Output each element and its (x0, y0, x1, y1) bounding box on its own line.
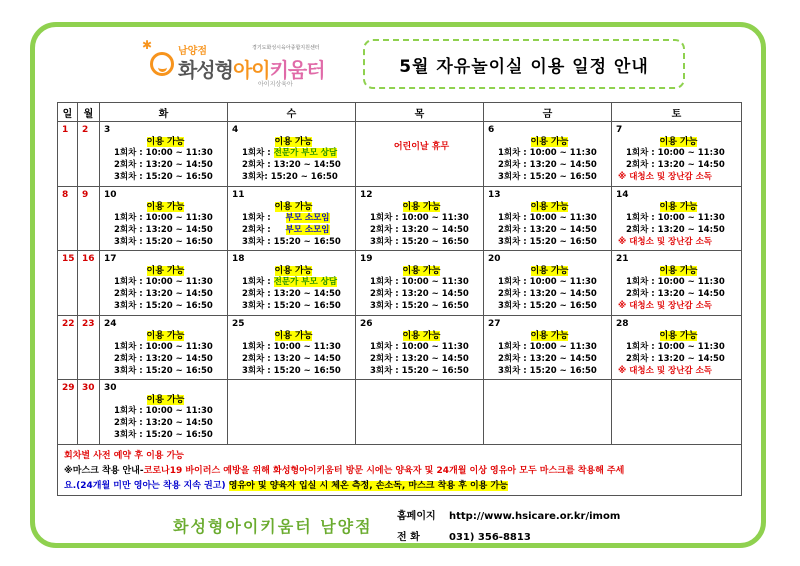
slot-3: 3회차 : 15:20 ~ 16:50 (114, 172, 213, 182)
slot-1: 1회차 : 10:00 ~ 11:30 (114, 148, 213, 158)
day-number: 14 (616, 189, 629, 200)
slot-2: 2회차 : 13:20 ~ 14:50 (498, 289, 597, 300)
entry-check-note: 영유아 및 양육자 입실 시 체온 측정, 손소독, 마스크 착용 후 이용 가능 (228, 480, 508, 491)
day-mon: 30 (78, 380, 100, 445)
status-available: 이용 가능 (146, 395, 185, 406)
calendar-header-row (58, 103, 742, 122)
slot-2: 2회차 : 13:20 ~ 14:50 (114, 224, 213, 235)
slot-1: 1회차 : 10:00 ~ 11:30 (626, 341, 725, 352)
slot-3: 3회차 : 15:20 ~ 16:50 (114, 365, 213, 376)
status-available: 이용 가능 (274, 137, 313, 147)
day-cell (228, 251, 356, 316)
slot-1: 1회차 : 10:00 ~ 11:30 (626, 148, 725, 158)
day-sun: 22 (58, 315, 78, 380)
slot-2: 2회차 : 13:20 ~ 14:50 (626, 353, 725, 364)
day-sun: 1 (58, 122, 78, 187)
status-available: 이용 가능 (274, 266, 313, 277)
reservation-note: 회차별 사전 예약 후 이용 가능 (64, 450, 184, 461)
slot-1: 1회차 : 10:00 ~ 11:30 (498, 341, 597, 352)
day-number: 13 (488, 189, 501, 200)
slot-3: 3회차 : 15:20 ~ 16:50 (242, 301, 341, 312)
footer-org-name: 화성형아이키움터 남양점 (173, 517, 373, 536)
status-available: 이용 가능 (274, 201, 313, 212)
slot-1: 1회차 : 10:00 ~ 11:30 (370, 341, 469, 352)
day-sun: 8 (58, 186, 78, 251)
slot-1: 1회차 : 10:00 ~ 11:30 (498, 212, 597, 223)
day-cell (612, 186, 742, 251)
status-available: 이용 가능 (146, 330, 185, 341)
day-cell-empty (228, 380, 356, 445)
day-cell (484, 186, 612, 251)
status-available: 이용 가능 (530, 201, 569, 212)
logo-org: 경기도화성시육아종합지원센터 (252, 45, 320, 51)
status-available: 이용 가능 (659, 330, 698, 341)
footer-website (397, 507, 620, 522)
website-label: 홈페이지 (397, 511, 436, 522)
page-title: 5월 자유놀이실 이용 일정 안내 (399, 56, 649, 77)
mask-note-text: 코로나19 바이러스 예방을 위해 화성형아이키움터 방문 시에는 양육자 및 24개월 이상 영유아 모두 마스크를 착용해 주세 (143, 465, 625, 476)
header-fri: 금 (484, 103, 612, 122)
status-available: 이용 가능 (530, 330, 569, 341)
cleaning-note: ※ 대청소 및 장난감 소독 (618, 236, 713, 247)
slot-3: 3회차 : 15:20 ~ 16:50 (498, 172, 597, 182)
day-mon: 23 (78, 315, 100, 380)
status-available: 이용 가능 (659, 201, 698, 212)
slot-2: 2회차 : 13:20 ~ 14:50 (498, 160, 597, 170)
holiday-label: 어린이날 휴무 (393, 142, 450, 152)
slot-1: 1회차 : 10:00 ~ 11:30 (114, 277, 213, 288)
day-sun: 15 (58, 251, 78, 316)
day-cell (356, 315, 484, 380)
day-number: 27 (488, 318, 501, 329)
day-number: 24 (104, 318, 117, 329)
slot-2: 2회차 : 13:20 ~ 14:50 (370, 353, 469, 364)
slot-1: 1회차 : 10:00 ~ 11:30 (242, 341, 341, 352)
header-sun: 일 (58, 103, 78, 122)
day-cell (228, 186, 356, 251)
slot-3: 3회차 : 15:20 ~ 16:50 (114, 236, 213, 247)
slot-1-parent (232, 212, 355, 224)
day-number: 11 (232, 189, 245, 200)
smile-icon (150, 52, 174, 76)
slot-2: 2회차 : 13:20 ~ 14:50 (242, 160, 341, 170)
slot-1: 1회차 : 10:00 ~ 11:30 (370, 277, 469, 288)
day-cell-empty (612, 380, 742, 445)
slot-prefix: 1회차 : (242, 212, 271, 223)
status-available: 이용 가능 (146, 137, 185, 147)
cleaning-note: ※ 대청소 및 장난감 소독 (618, 172, 713, 182)
day-mon: 16 (78, 251, 100, 316)
header-thu: 목 (356, 103, 484, 122)
status-available: 이용 가능 (530, 266, 569, 277)
slot-1: 1회차 : 10:00 ~ 11:30 (370, 212, 469, 223)
status-available: 이용 가능 (274, 330, 313, 341)
website-url[interactable]: http://www.hsicare.or.kr/imom (449, 511, 621, 522)
day-cell (484, 251, 612, 316)
cleaning-note: ※ 대청소 및 장난감 소독 (618, 365, 713, 376)
day-cell (100, 122, 228, 187)
expert-consult: 전문가 부모 상담 (273, 277, 338, 288)
day-number: 4 (232, 125, 239, 135)
day-number: 26 (360, 318, 373, 329)
week-row-2 (58, 186, 742, 251)
sparkle-icon: ✱ (142, 38, 153, 52)
slot-1: 1회차 : 10:00 ~ 11:30 (498, 277, 597, 288)
slot-prefix: 2회차 : (242, 224, 271, 235)
status-available: 이용 가능 (146, 266, 185, 277)
logo (140, 38, 340, 88)
status-available: 이용 가능 (659, 266, 698, 277)
slot-1: 1회차 : 10:00 ~ 11:30 (114, 212, 213, 223)
status-available: 이용 가능 (402, 201, 441, 212)
slot-1: 1회차 : 10:00 ~ 11:30 (114, 341, 213, 352)
day-number: 17 (104, 254, 117, 265)
slot-2: 2회차 : 13:20 ~ 14:50 (114, 160, 213, 170)
status-available: 이용 가능 (146, 201, 185, 212)
slot-3: 3회차 : 15:20 ~ 16:50 (114, 430, 213, 441)
slot-3: 3회차 : 15:20 ~ 16:50 (242, 365, 341, 376)
phone-number: 031) 356-8813 (449, 532, 531, 543)
notes-row (58, 444, 742, 495)
parent-meeting: 부모 소모임 (285, 224, 330, 235)
slot-1-expert (232, 147, 355, 159)
header-mon: 월 (78, 103, 100, 122)
slot-3: 3회차 : 15:20 ~ 16:50 (242, 236, 341, 247)
slot-3: 3회차: 15:20 ~ 16:50 (242, 172, 338, 182)
day-cell (612, 315, 742, 380)
logo-name-1: 화성형 (178, 58, 233, 82)
logo-tagline: 아이지상육아 (258, 81, 293, 88)
logo-name (178, 54, 325, 83)
slot-1: 1회차 : 10:00 ~ 11:30 (626, 277, 725, 288)
slot-3: 3회차 : 15:20 ~ 16:50 (498, 301, 597, 312)
slot-3: 3회차 : 15:20 ~ 16:50 (498, 236, 597, 247)
day-number: 21 (616, 254, 629, 265)
day-mon: 2 (78, 122, 100, 187)
footer-phone (397, 528, 531, 543)
slot-prefix: 1회차 : (242, 148, 274, 158)
mask-note-label: ※마스크 착용 안내- (64, 465, 144, 476)
mask-note-line-1 (64, 464, 735, 479)
slot-3: 3회차 : 15:20 ~ 16:50 (370, 301, 469, 312)
slot-1: 1회차 : 10:00 ~ 11:30 (626, 212, 725, 223)
slot-2: 2회차 : 13:20 ~ 14:50 (242, 353, 341, 364)
slot-1-expert (232, 276, 355, 288)
day-cell (356, 186, 484, 251)
slot-2: 2회차 : 13:20 ~ 14:50 (626, 160, 725, 170)
day-number: 18 (232, 254, 245, 265)
day-cell (484, 122, 612, 187)
slot-prefix: 1회차 : (242, 277, 274, 288)
day-cell (484, 315, 612, 380)
mask-note-infant: 요.(24개월 미만 영아는 착용 지속 권고) (64, 480, 226, 491)
day-number: 12 (360, 189, 373, 200)
status-available: 이용 가능 (530, 137, 569, 147)
status-available: 이용 가능 (659, 137, 698, 147)
header-sat: 토 (612, 103, 742, 122)
day-sun: 29 (58, 380, 78, 445)
mask-note-line-2 (64, 479, 735, 494)
header-tue: 화 (100, 103, 228, 122)
day-cell (100, 315, 228, 380)
day-number: 30 (104, 383, 117, 394)
day-cell (100, 380, 228, 445)
day-mon: 9 (78, 186, 100, 251)
day-number: 19 (360, 254, 373, 265)
parent-meeting: 부모 소모임 (285, 212, 330, 223)
slot-2: 2회차 : 13:20 ~ 14:50 (370, 289, 469, 300)
slot-3: 3회차 : 15:20 ~ 16:50 (498, 365, 597, 376)
day-number: 7 (616, 125, 623, 135)
slot-2: 2회차 : 13:20 ~ 14:50 (498, 353, 597, 364)
day-cell-empty (484, 380, 612, 445)
slot-2: 2회차 : 13:20 ~ 14:50 (370, 224, 469, 235)
day-number: 28 (616, 318, 629, 329)
day-number: 25 (232, 318, 245, 329)
day-cell (356, 251, 484, 316)
slot-1: 1회차 : 10:00 ~ 11:30 (498, 148, 597, 158)
day-cell (100, 186, 228, 251)
day-cell (612, 251, 742, 316)
day-cell (356, 122, 484, 187)
slot-2: 2회차 : 13:20 ~ 14:50 (114, 353, 213, 364)
day-cell (228, 315, 356, 380)
slot-2: 2회차 : 13:20 ~ 14:50 (114, 418, 213, 429)
day-number: 10 (104, 189, 117, 200)
slot-2: 2회차 : 13:20 ~ 14:50 (626, 224, 725, 235)
phone-label: 전 화 (397, 532, 420, 543)
week-row-3 (58, 251, 742, 316)
week-row-5 (58, 380, 742, 445)
slot-2: 2회차 : 13:20 ~ 14:50 (498, 224, 597, 235)
expert-consult: 전문가 부모 상담 (273, 148, 338, 158)
status-available: 이용 가능 (402, 266, 441, 277)
slot-2: 2회차 : 13:20 ~ 14:50 (242, 289, 341, 300)
cleaning-note: ※ 대청소 및 장난감 소독 (618, 301, 713, 312)
logo-branch: 남양점 (178, 46, 207, 57)
notes-cell (58, 444, 742, 495)
day-cell (228, 122, 356, 187)
slot-3: 3회차 : 15:20 ~ 16:50 (370, 236, 469, 247)
slot-2: 2회차 : 13:20 ~ 14:50 (626, 289, 725, 300)
day-cell-empty (356, 380, 484, 445)
week-row-1 (58, 122, 742, 187)
logo-name-2: 아이 (232, 58, 270, 82)
slot-2: 2회차 : 13:20 ~ 14:50 (114, 289, 213, 300)
status-available: 이용 가능 (402, 330, 441, 341)
calendar-table (57, 102, 742, 496)
week-row-4 (58, 315, 742, 380)
day-number: 20 (488, 254, 501, 265)
slot-3: 3회차 : 15:20 ~ 16:50 (370, 365, 469, 376)
slot-2-parent (232, 224, 355, 236)
day-number: 3 (104, 125, 111, 135)
day-cell (612, 122, 742, 187)
header-wed: 수 (228, 103, 356, 122)
slot-1: 1회차 : 10:00 ~ 11:30 (114, 406, 213, 417)
logo-name-3: 키움터 (269, 58, 325, 82)
day-number: 6 (488, 125, 495, 135)
day-cell (100, 251, 228, 316)
slot-3: 3회차 : 15:20 ~ 16:50 (114, 301, 213, 312)
title-box (363, 39, 685, 89)
